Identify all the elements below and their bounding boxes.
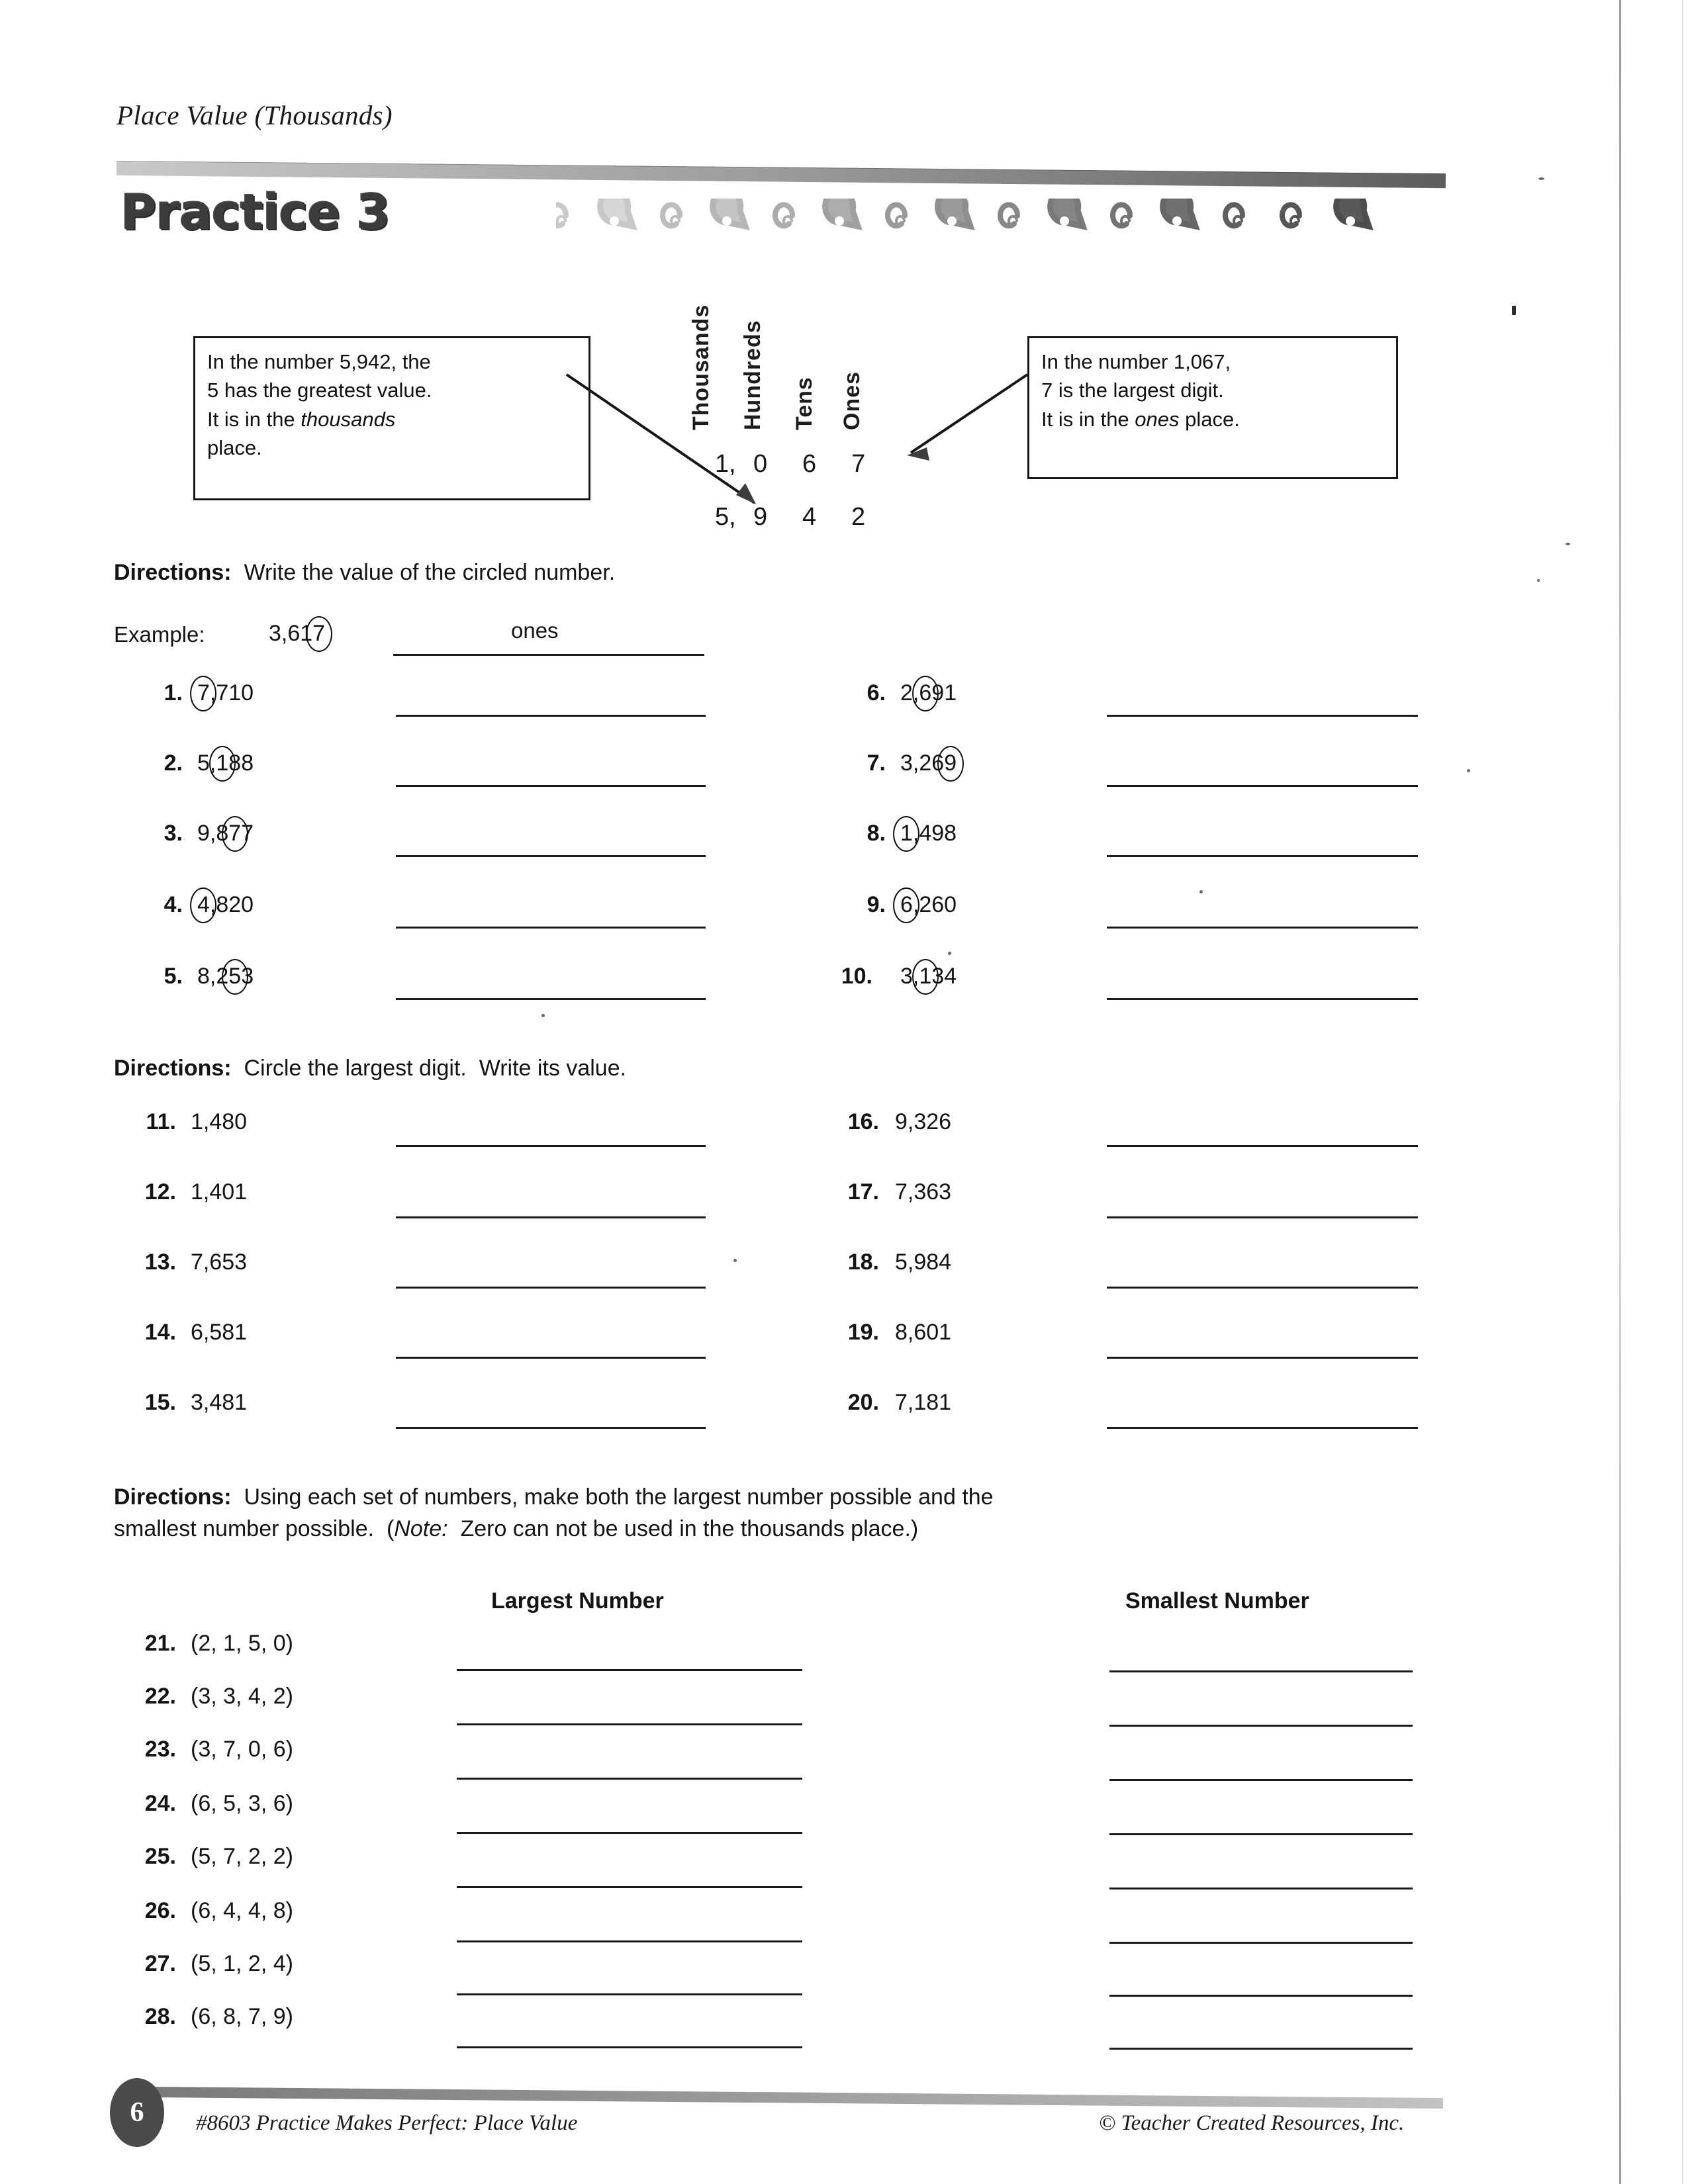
problem-number: 21. (144, 1631, 176, 1656)
problem-value (900, 680, 957, 706)
problem-number: 12. (144, 1179, 176, 1205)
page-title: Place Value (Thousands) (117, 100, 393, 130)
answer-line[interactable] (396, 855, 706, 857)
problem-number: 10. (841, 964, 872, 989)
example-answer: ones (511, 618, 559, 643)
shell-row-icon (556, 199, 1436, 246)
callout-left-line4: place. (207, 436, 262, 460)
pv-post: 88 (228, 751, 254, 776)
answer-line-largest[interactable] (457, 1886, 802, 1888)
directions-1-text: Write the value of the circled number. (231, 560, 616, 585)
practice-heading: Practice 3 (120, 184, 390, 241)
pv-post: ,498 (912, 821, 957, 846)
problem-number: 7. (867, 751, 886, 776)
number-set: (6, 5, 3, 6) (191, 1791, 293, 1816)
problem-value (900, 751, 957, 776)
problem-value (197, 892, 254, 918)
problem-number: 4. (164, 892, 183, 917)
scan-speck (1199, 890, 1203, 893)
problem-number: 23. (144, 1737, 176, 1762)
answer-line[interactable] (1107, 1216, 1418, 1218)
scan-speck (733, 1259, 737, 1262)
answer-line-largest[interactable] (457, 1993, 802, 1995)
pv-circled: 6 (919, 680, 932, 705)
pv-circled: 4 (197, 892, 210, 917)
directions-2 (114, 1054, 626, 1083)
column-header-smallest: Smallest Number (1125, 1588, 1309, 1614)
problem-value: 9,326 (895, 1109, 952, 1134)
answer-line-smallest[interactable] (1109, 1725, 1413, 1727)
pv-r2-ones: 2 (851, 503, 866, 531)
pv-post: 7 (241, 821, 254, 846)
problem-number: 14. (144, 1320, 176, 1345)
problem-value (900, 821, 957, 846)
problem-value: 3,481 (191, 1390, 248, 1415)
answer-line[interactable] (396, 785, 706, 787)
problem-value: 7,181 (895, 1390, 952, 1415)
problem-number: 13. (144, 1250, 176, 1275)
example-circled-digit: 7 (312, 621, 326, 646)
problem-value (197, 821, 254, 846)
number-set: (5, 1, 2, 4) (191, 1951, 293, 1976)
scan-speck (1538, 177, 1544, 180)
problem-number: 18. (847, 1250, 879, 1275)
problem-number: 1. (164, 680, 183, 705)
pv-pre: 2, (900, 680, 919, 705)
problem-number: 22. (144, 1684, 176, 1709)
problem-number: 16. (847, 1109, 879, 1134)
column-header-largest: Largest Number (491, 1588, 664, 1614)
pv-pre: 3, (900, 964, 919, 989)
directions-1 (114, 558, 615, 588)
problem-number: 24. (144, 1791, 176, 1816)
scan-speck (1566, 543, 1570, 545)
answer-line[interactable] (396, 1427, 706, 1429)
problem-number: 6. (867, 680, 886, 705)
pv-post: 3 (241, 964, 254, 989)
answer-line[interactable] (396, 1357, 706, 1359)
problem-value: 1,401 (191, 1179, 248, 1205)
pv-r2-thousands: 5, (715, 503, 736, 531)
answer-line-largest[interactable] (457, 1723, 802, 1725)
problem-number: 5. (164, 964, 183, 989)
scan-speck (541, 1014, 545, 1017)
directions-2-text: Circle the largest digit. Write its value. (231, 1056, 627, 1081)
directions-3-text: Using each set of numbers, make both the largest number possible and the (231, 1484, 994, 1510)
answer-line-smallest[interactable] (1109, 1670, 1413, 1672)
problem-number: 19. (847, 1320, 879, 1345)
pv-col-hundreds: Hundreds (740, 320, 765, 430)
problem-number: 27. (144, 1951, 176, 1976)
callout-right-line2: 7 is the largest digit. (1041, 379, 1224, 402)
callout-box-thousands (193, 336, 590, 500)
answer-line-largest[interactable] (457, 1669, 802, 1671)
problem-number: 3. (164, 821, 183, 846)
problem-number: 25. (144, 1844, 176, 1869)
answer-line[interactable] (396, 1145, 706, 1147)
answer-line[interactable] (1107, 1287, 1418, 1289)
pv-circled: 5 (228, 964, 242, 989)
pv-post: 91 (931, 680, 957, 705)
footer-rule-divider (146, 2087, 1443, 2109)
number-set: (5, 7, 2, 2) (191, 1844, 293, 1869)
footer-copyright: © Teacher Created Resources, Inc. (1099, 2111, 1405, 2135)
shell-border-decoration (556, 199, 1436, 246)
number-set: (6, 8, 7, 9) (191, 2004, 293, 2029)
callout-right-line1: In the number 1,067, (1041, 350, 1231, 373)
answer-line-largest[interactable] (457, 1940, 802, 1942)
problem-value: 8,601 (895, 1320, 952, 1345)
pv-circled: 6 (900, 892, 913, 917)
answer-line-largest[interactable] (457, 1778, 802, 1780)
pv-r2-tens: 4 (802, 503, 817, 531)
answer-line[interactable] (396, 927, 706, 929)
answer-line[interactable] (1107, 1145, 1418, 1147)
directions-3-label: Directions: (114, 1484, 232, 1510)
number-set: (6, 4, 4, 8) (191, 1898, 293, 1923)
callout-right-line3-text: It is in the (1041, 407, 1135, 431)
answer-line[interactable] (1107, 785, 1418, 787)
pv-col-thousands: Thousands (688, 304, 714, 430)
problem-number: 17. (847, 1179, 879, 1205)
pv-pre: 8,2 (197, 964, 229, 989)
scan-edge-artifact (1619, 0, 1621, 2184)
pv-r1-thousands: 1, (715, 450, 736, 478)
number-set: (2, 1, 5, 0) (191, 1631, 293, 1656)
pv-pre: 3,26 (900, 751, 945, 776)
pv-pre: 9,8 (197, 821, 229, 846)
page-number-badge: 6 (110, 2078, 164, 2147)
problem-value: 7,363 (895, 1179, 952, 1205)
problem-number: 9. (867, 892, 886, 917)
answer-line[interactable] (1107, 855, 1418, 857)
directions-2-label: Directions: (114, 1056, 232, 1081)
example-label: Example: (114, 622, 205, 647)
problem-value: 1,480 (191, 1109, 248, 1134)
pv-circled: 9 (944, 751, 957, 776)
answer-line-smallest[interactable] (1109, 1995, 1413, 1997)
pv-circled: 7 (197, 680, 210, 705)
example-answer-line (393, 654, 704, 656)
answer-line-smallest[interactable] (1109, 1779, 1413, 1781)
footer-book-title: #8603 Practice Makes Perfect: Place Value (196, 2111, 578, 2135)
directions-3-line2-a: smallest number possible. ( (114, 1516, 395, 1541)
answer-line-smallest[interactable] (1109, 1888, 1413, 1889)
answer-line[interactable] (396, 715, 706, 717)
problem-number: 26. (144, 1898, 176, 1923)
pv-pre: 5, (197, 751, 216, 776)
callout-left-emphasis: thousands (301, 407, 396, 431)
number-set: (3, 7, 0, 6) (191, 1737, 293, 1762)
pv-post: 34 (931, 964, 957, 989)
number-set: (3, 3, 4, 2) (191, 1684, 293, 1709)
answer-line[interactable] (1107, 1357, 1418, 1359)
problem-value: 7,653 (191, 1250, 248, 1275)
answer-line[interactable] (1107, 927, 1418, 929)
problem-value: 5,984 (895, 1250, 952, 1275)
problem-number: 20. (847, 1390, 879, 1415)
answer-line-smallest[interactable] (1109, 1942, 1413, 1944)
pv-r2-hundreds: 9 (753, 503, 768, 531)
pv-post: ,710 (209, 680, 254, 705)
scan-speck (1512, 306, 1516, 315)
callout-left-line2: 5 has the greatest value. (207, 379, 432, 402)
answer-line[interactable] (396, 998, 706, 1000)
answer-line-largest[interactable] (457, 2046, 802, 2048)
pv-circled: 7 (228, 821, 242, 846)
arrow-right-to-chart (895, 371, 1034, 470)
directions-3-line2-b: Zero can not be used in the thousands place.) (447, 1516, 919, 1541)
directions-3-note-emphasis: Note: (394, 1516, 448, 1541)
scan-speck (1467, 769, 1470, 772)
answer-line[interactable] (1107, 998, 1418, 1000)
problem-value (900, 964, 957, 989)
pv-circled: 1 (900, 821, 913, 846)
answer-line-smallest[interactable] (1109, 2048, 1413, 2050)
pv-r1-ones: 7 (851, 450, 866, 478)
problem-number: 11. (146, 1109, 176, 1134)
problem-number: 28. (144, 2004, 176, 2029)
answer-line[interactable] (1107, 1427, 1418, 1429)
pv-circled: 1 (216, 751, 229, 776)
directions-3-line2 (114, 1514, 1451, 1544)
pv-circled: 1 (919, 964, 932, 989)
pv-r1-hundreds: 0 (753, 450, 768, 478)
problem-number: 2. (164, 751, 183, 776)
directions-3 (114, 1482, 1451, 1512)
problem-value (197, 680, 254, 706)
pv-r1-tens: 6 (802, 450, 817, 478)
problem-number: 8. (867, 821, 886, 846)
callout-left-line3-text: It is in the (207, 407, 301, 431)
pv-post: ,260 (912, 892, 957, 917)
callout-left-line1: In the number 5,942, the (207, 350, 431, 373)
problem-value: 6,581 (191, 1320, 248, 1345)
pv-post: ,820 (209, 892, 254, 917)
answer-line[interactable] (396, 1287, 706, 1289)
answer-line-smallest[interactable] (1109, 1833, 1413, 1835)
problem-value (197, 751, 254, 776)
callout-right-emphasis: ones (1135, 407, 1180, 431)
example-number (269, 621, 325, 647)
answer-line-largest[interactable] (457, 1832, 802, 1834)
answer-line[interactable] (396, 1216, 706, 1218)
answer-line[interactable] (1107, 715, 1418, 717)
directions-1-label: Directions: (114, 560, 232, 585)
pv-col-ones: Ones (839, 371, 865, 430)
scan-speck (948, 952, 951, 955)
example-number-pre: 3,61 (269, 621, 313, 646)
callout-right-line3-tail: place. (1179, 407, 1240, 431)
problem-value (900, 892, 957, 918)
problem-number: 15. (144, 1390, 176, 1415)
scan-border-artifact (1682, 0, 1683, 2184)
problem-value (197, 964, 254, 989)
scan-speck (1537, 579, 1540, 582)
callout-box-ones (1027, 336, 1398, 479)
pv-col-tens: Tens (792, 377, 817, 430)
